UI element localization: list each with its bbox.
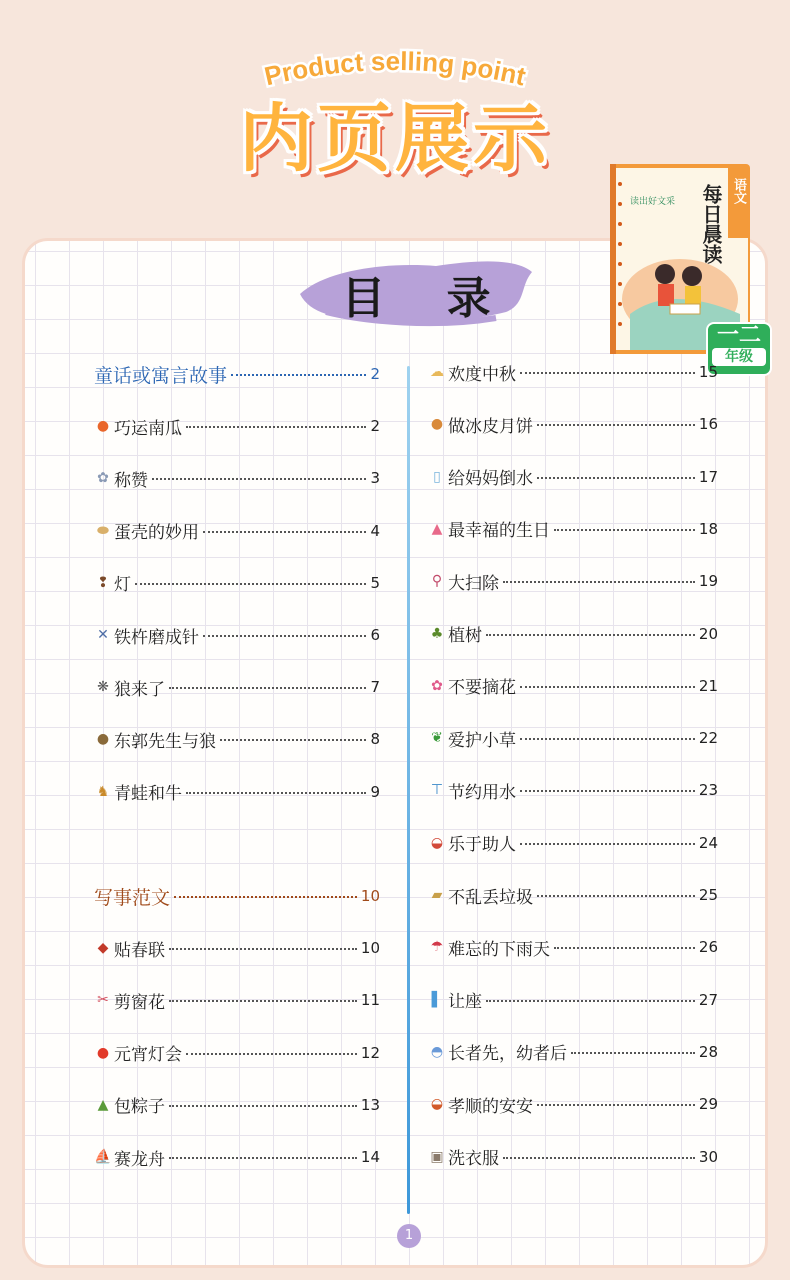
toc-entry-page: 7	[370, 678, 380, 697]
dot-leader	[537, 424, 695, 426]
mouse-icon: ✿	[97, 470, 109, 487]
dot-leader	[537, 477, 695, 479]
toc-entry[interactable]	[94, 568, 380, 598]
toc-entry-page: 16	[698, 415, 718, 434]
lantern-icon: ●	[96, 1044, 110, 1061]
dot-leader	[520, 790, 695, 792]
toc-entry[interactable]	[94, 1142, 380, 1172]
broom-icon: ⚲	[431, 573, 443, 590]
toc-entry[interactable]	[94, 724, 380, 754]
dot-leader	[520, 686, 695, 688]
dot-leader	[571, 1052, 695, 1054]
toc-entry[interactable]	[428, 514, 718, 544]
dot-leader	[486, 1000, 695, 1002]
toc-entry-page: 15	[698, 363, 718, 381]
hedgehog-icon: ●	[96, 731, 110, 748]
toc-entry[interactable]	[94, 985, 380, 1015]
mooncake-icon: ●	[430, 416, 444, 433]
toc-entry-title: 欢度中秋	[448, 364, 516, 385]
trash-icon: ▰	[431, 887, 443, 903]
dish-icon: ◒	[430, 1096, 444, 1113]
toc-entry[interactable]	[428, 1089, 718, 1119]
dot-leader	[135, 583, 366, 585]
toc-entry[interactable]	[94, 620, 380, 650]
toc-entry[interactable]	[428, 462, 718, 492]
dot-leader	[186, 792, 366, 794]
toc-entry-title: 剪窗花	[114, 992, 165, 1013]
toc-entry[interactable]	[428, 1037, 718, 1067]
toc-entry-page: 2	[370, 417, 380, 436]
toc-entry[interactable]	[428, 880, 718, 910]
toc-entry-title: 写事范文	[94, 886, 171, 909]
grade-badge-top: 一二	[716, 323, 761, 348]
sprout-icon: ❦	[431, 730, 443, 747]
dot-leader	[186, 1053, 357, 1055]
toc-entry-title: 长者先，幼者后	[448, 1044, 567, 1065]
dot-leader	[203, 531, 366, 533]
toc-entry-title: 青蛙和牛	[114, 784, 182, 805]
dot-leader	[554, 947, 695, 949]
papercut-icon: ✂	[97, 992, 109, 1009]
toc-entry[interactable]	[428, 1142, 718, 1172]
page-title: 内页展示	[239, 96, 551, 182]
flower-icon: ✿	[431, 677, 443, 694]
dot-leader	[174, 896, 357, 898]
header-en-text: Product selling point	[261, 45, 529, 90]
toc-entry[interactable]	[94, 1038, 380, 1068]
toc-entry-title: 做冰皮月饼	[448, 416, 533, 437]
toc-entry-title: 孝顺的安安	[448, 1096, 533, 1117]
toc-entry[interactable]	[428, 932, 718, 962]
toc-entry-title: 铁杵磨成针	[114, 627, 199, 648]
toc-entry-title: 赛龙舟	[114, 1149, 165, 1170]
toc-entry[interactable]	[428, 671, 718, 701]
toc-entry-page: 12	[360, 1043, 380, 1062]
toc-entry-page: 17	[698, 467, 718, 486]
toc-entry-title: 让座	[448, 992, 482, 1013]
zongzi-icon: ▲	[97, 1096, 109, 1113]
grade-badge-bottom: 年级	[712, 348, 766, 366]
toc-section-heading[interactable]	[94, 881, 380, 911]
toc-entry[interactable]	[94, 777, 380, 807]
toc-entry[interactable]	[94, 411, 380, 441]
toc-entry-page: 26	[698, 938, 718, 957]
toc-entry-page: 6	[370, 626, 380, 644]
scissors-icon: ✕	[97, 627, 109, 643]
dot-leader	[503, 1157, 695, 1159]
toc-entry[interactable]	[94, 463, 380, 493]
toc-entry[interactable]	[428, 985, 718, 1015]
toc-entry-page: 29	[698, 1095, 718, 1114]
dot-leader	[231, 374, 366, 376]
egg-icon: ⬬	[97, 522, 109, 539]
rice-bowl-icon: ◓	[430, 1043, 444, 1060]
dot-leader	[169, 1000, 357, 1002]
toc-entry-page: 24	[698, 833, 718, 852]
toc-entry-page: 30	[698, 1147, 718, 1166]
toc-entry-page: 27	[698, 990, 718, 1009]
toc-entry-title: 爱护小草	[448, 730, 516, 751]
toc-entry-title: 元宵灯会	[114, 1045, 182, 1066]
toc-entry-title: 贴春联	[114, 940, 165, 961]
dot-leader	[537, 895, 695, 897]
toc-entry-page: 3	[370, 469, 380, 488]
toc-entry[interactable]	[428, 723, 718, 753]
toc-entry-title: 难忘的下雨天	[448, 939, 550, 960]
book-title: 每日晨读	[699, 184, 723, 264]
toc-entry-page: 22	[698, 729, 718, 748]
toc-entry[interactable]	[94, 1090, 380, 1120]
ox-icon: ♞	[96, 783, 110, 800]
toc-entry-title: 最幸福的生日	[448, 521, 550, 542]
toc-entry-title: 狼来了	[114, 679, 165, 700]
dot-leader	[186, 426, 366, 428]
toc-entry[interactable]	[428, 409, 718, 439]
page-number-badge: 1	[397, 1224, 421, 1248]
toc-entry-title: 称赞	[114, 470, 148, 491]
toc-entry-title: 大扫除	[448, 573, 499, 594]
toc-entry-page: 10	[360, 939, 380, 958]
lamp-icon: ❢	[97, 574, 109, 591]
toc-entry[interactable]	[428, 619, 718, 649]
toc-entry[interactable]	[94, 933, 380, 963]
toc-heading-text: 目 录	[341, 273, 491, 324]
book-subject: 语文	[731, 178, 746, 204]
dot-leader	[520, 372, 695, 374]
toc-entry-page: 9	[370, 782, 380, 801]
toc-entry-page: 19	[698, 572, 718, 591]
glass-icon: ▯	[433, 468, 441, 485]
toc-entry[interactable]	[428, 566, 718, 596]
toc-entry[interactable]	[94, 672, 380, 702]
toc-entry-title: 蛋壳的妙用	[114, 523, 199, 544]
moon-icon: ☁	[430, 364, 444, 380]
toc-entry-title: 东郭先生与狼	[114, 731, 216, 752]
toc-entry-page: 14	[360, 1148, 380, 1166]
dot-leader	[169, 1105, 357, 1107]
toc-entry-page: 18	[698, 519, 718, 538]
toc-entry-title: 巧运南瓜	[114, 418, 182, 439]
tree-icon: ♣	[430, 625, 444, 642]
couplet-icon: ◆	[97, 940, 109, 957]
toc-entry-title: 乐于助人	[448, 835, 516, 856]
toc-entry-page: 20	[698, 624, 718, 643]
toc-entry-page: 13	[360, 1095, 380, 1114]
toc-entry-page: 5	[370, 573, 380, 592]
pumpkin-icon: ●	[96, 418, 110, 435]
toc-entry-title: 不要摘花	[448, 678, 516, 699]
faucet-icon: ⊤	[430, 782, 444, 799]
toc-entry-title: 给妈妈倒水	[448, 469, 533, 490]
umbrella-icon: ☂	[430, 939, 444, 956]
toc-entry-title: 节约用水	[448, 782, 516, 803]
toc-entry-page: 8	[370, 730, 380, 749]
dot-leader	[169, 687, 366, 689]
paw-icon: ❋	[97, 679, 109, 696]
toc-entry-page: 10	[360, 887, 380, 905]
toc-entry[interactable]	[94, 516, 380, 546]
dot-leader	[503, 581, 695, 583]
toc-entry-page: 23	[698, 781, 718, 800]
dot-leader	[152, 478, 366, 480]
toc-entry-title: 植树	[448, 626, 482, 646]
toc-entry[interactable]	[428, 828, 718, 858]
toc-entry-title: 洗衣服	[448, 1149, 499, 1169]
book-cover	[610, 164, 770, 376]
toc-entry-page: 11	[360, 991, 380, 1010]
dot-leader	[520, 738, 695, 740]
toc-entry-title: 灯	[114, 575, 131, 596]
toc-entry-page: 2	[370, 365, 380, 383]
toc-entry-title: 包粽子	[114, 1097, 165, 1118]
toc-entry[interactable]	[428, 775, 718, 805]
dot-leader	[520, 843, 695, 845]
dot-leader	[486, 634, 695, 636]
toc-heading	[296, 252, 536, 332]
toc-section-heading[interactable]	[94, 359, 380, 389]
column-divider	[407, 366, 410, 1214]
toc-entry-title: 不乱丢垃圾	[448, 887, 533, 908]
bowl-icon: ◒	[430, 834, 444, 851]
dragon-boat-icon: ⛵	[94, 1149, 112, 1165]
dot-leader	[554, 529, 695, 531]
laundry-icon: ▣	[430, 1148, 444, 1165]
book-series-tag: 读出好文采	[630, 197, 676, 207]
toc-entry-page: 4	[370, 521, 380, 540]
toc-entry-title: 童话或寓言故事	[94, 364, 228, 387]
toc-entry-page: 28	[698, 1042, 718, 1061]
seat-icon: ▌	[431, 991, 443, 1008]
cake-icon: ▲	[431, 520, 443, 537]
dot-leader	[220, 739, 366, 741]
dot-leader	[169, 1157, 357, 1159]
dot-leader	[203, 635, 366, 637]
toc-entry[interactable]	[428, 357, 718, 387]
toc-entry-page: 25	[698, 886, 718, 904]
dot-leader	[169, 948, 357, 950]
toc-entry-page: 21	[698, 676, 718, 695]
dot-leader	[537, 1104, 695, 1106]
